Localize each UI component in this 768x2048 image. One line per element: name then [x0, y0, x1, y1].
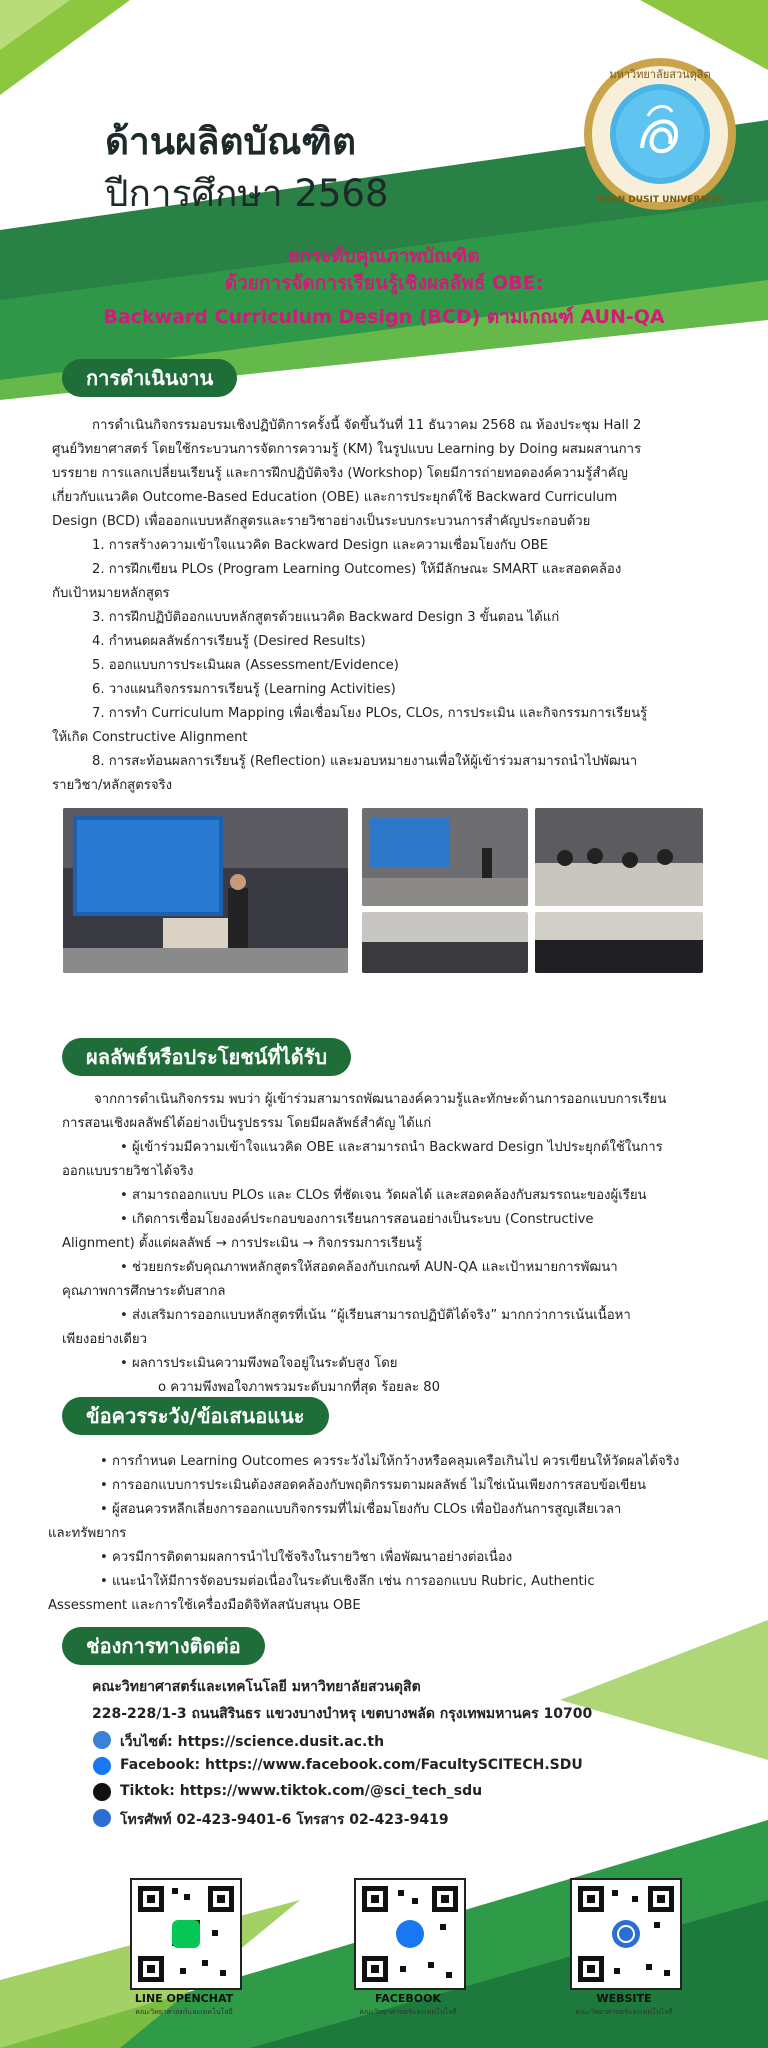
results-line: • สามารถออกแบบ PLOs และ CLOs ที่ชัดเจน วัดผลได้ และสอดคล้องกับสมรรถนะของผู้เรียน: [120, 1188, 647, 1203]
results-line: • ช่วยยกระดับคุณภาพหลักสูตรให้สอดคล้องกับเกณฑ์ AUN-QA และเป้าหมายการพัฒนา: [120, 1260, 618, 1275]
results-line: คุณภาพการศึกษาระดับสากล: [62, 1284, 226, 1299]
facebook-icon: [396, 1920, 424, 1948]
event-photo-hall: [362, 808, 528, 906]
event-photo-workshop-1: [535, 808, 703, 906]
section-heading-operation: การดำเนินงาน: [62, 359, 237, 397]
globe-icon: [612, 1920, 640, 1948]
suggestion-line: • ควรมีการติดตามผลการนำไปใช้จริงในรายวิชา เพื่อพัฒนาอย่างต่อเนื่อง: [100, 1550, 513, 1565]
university-logo: [582, 56, 738, 212]
operation-item: 5. ออกแบบการประเมินผล (Assessment/Evidence): [92, 658, 399, 673]
contact-phone: โทรศัพท์ 02-423-9401-6 โทรสาร 02-423-9419: [120, 1812, 449, 1828]
results-line: o ความพึงพอใจภาพรวมระดับมากที่สุด ร้อยละ 80: [158, 1380, 441, 1395]
section-heading-contact: ช่องการทางติดต่อ: [62, 1627, 265, 1665]
suggestion-line: • การออกแบบการประเมินต้องสอดคล้องกับพฤติกรรมตามผลลัพธ์ ไม่ใช่เน้นเพียงการสอบข้อเขียน: [100, 1478, 647, 1493]
operation-item: 1. การสร้างความเข้าใจแนวคิด Backward Design และความเชื่อมโยงกับ OBE: [92, 538, 549, 553]
qr-sub-website: คณะวิทยาศาสตร์และเทคโนโลยี: [575, 2008, 673, 2016]
qr-label-facebook: FACEBOOK: [375, 1992, 441, 2005]
results-line: ออกแบบรายวิชาได้จริง: [62, 1164, 194, 1179]
contact-address: 228-228/1-3 ถนนสิรินธร แขวงบางบำหรุ เขตบางพลัด กรุงเทพมหานคร 10700: [92, 1706, 593, 1722]
qr-sub-line: คณะวิทยาศาสตร์และเทคโนโลยี: [135, 2008, 233, 2016]
suggestion-line: Assessment และการใช้เครื่องมือดิจิทัลสนับสนุน OBE: [48, 1598, 361, 1613]
globe-icon: [93, 1731, 111, 1749]
section-heading-results: ผลลัพธ์หรือประโยชน์ที่ได้รับ: [62, 1038, 351, 1076]
results-line: • ผู้เข้าร่วมมีความเข้าใจแนวคิด OBE และสามารถนำ Backward Design ไปประยุกต์ใช้ในการ: [120, 1140, 663, 1155]
results-line: • เกิดการเชื่อมโยงองค์ประกอบของการเรียนการสอนอย่างเป็นระบบ (Constructive: [120, 1212, 594, 1227]
operation-item: 7. การทำ Curriculum Mapping เพื่อเชื่อมโยง PLOs, CLOs, การประเมิน และกิจกรรมการเรียนรู้: [92, 706, 648, 721]
operation-intro-line: ศูนย์วิทยาศาสตร์ โดยใช้กระบวนการจัดการความรู้ (KM) ในรูปแบบ Learning by Doing ผสมผสานการ: [52, 442, 642, 457]
operation-item: 8. การสะท้อนผลการเรียนรู้ (Reflection) และมอบหมายงานเพื่อให้ผู้เข้าร่วมสามารถนำไปพัฒนา: [92, 754, 638, 769]
event-photo-group: [535, 912, 703, 973]
operation-intro-line: บรรยาย การแลกเปลี่ยนเรียนรู้ และการฝึกปฏิบัติจริง (Workshop) โดยมีการถ่ายทอดองค์ความรู้สำคัญ: [52, 466, 628, 481]
contact-facebook[interactable]: Facebook: https://www.facebook.com/FacultySCITECH.SDU: [120, 1757, 583, 1773]
logo-text-en: SUAN DUSIT UNIVERSITY: [597, 195, 723, 205]
suggestion-line: • ผู้สอนควรหลีกเลี่ยงการออกแบบกิจกรรมที่ไม่เชื่อมโยงกับ CLOs เพื่อป้องกันการสูญเสียเวลา: [100, 1502, 622, 1517]
qr-code-line[interactable]: [130, 1878, 242, 1990]
results-line: Alignment) ตั้งแต่ผลลัพธ์ → การประเมิน → กิจกรรมการเรียนรู้: [62, 1236, 423, 1251]
page-title: ด้านผลิตบัณฑิต: [105, 120, 357, 163]
operation-item: 4. กำหนดผลลัพธ์การเรียนรู้ (Desired Results): [92, 634, 366, 649]
contact-org: คณะวิทยาศาสตร์และเทคโนโลยี มหาวิทยาลัยสวนดุสิต: [92, 1679, 421, 1695]
contact-tiktok[interactable]: Tiktok: https://www.tiktok.com/@sci_tech_sdu: [120, 1783, 483, 1799]
facebook-icon: [93, 1757, 111, 1775]
contact-website[interactable]: เว็บไซต์: https://science.dusit.ac.th: [120, 1734, 385, 1750]
operation-item: 2. การฝึกเขียน PLOs (Program Learning Outcomes) ให้มีลักษณะ SMART และสอดคล้อง: [92, 562, 622, 577]
line-icon: [172, 1920, 200, 1948]
event-photo-speaker: [63, 808, 348, 973]
operation-intro-line: เกี่ยวกับแนวคิด Outcome-Based Education (OBE) และการประยุกต์ใช้ Backward Curriculum: [52, 490, 618, 505]
qr-label-website: WEBSITE: [596, 1992, 652, 2005]
operation-intro-line: การดำเนินกิจกรรมอบรมเชิงปฏิบัติการครั้งนี้ จัดขึ้นวันที่ 11 ธันวาคม 2568 ณ ห้องประชุม Hall 2: [92, 418, 642, 433]
results-line: เพียงอย่างเดียว: [62, 1332, 148, 1347]
event-photo-audience: [362, 912, 528, 973]
qr-sub-facebook: คณะวิทยาศาสตร์และเทคโนโลยี: [359, 2008, 457, 2016]
operation-item: 3. การฝึกปฏิบัติออกแบบหลักสูตรด้วยแนวคิด Backward Design 3 ขั้นตอน ได้แก่: [92, 610, 560, 625]
phone-icon: [93, 1809, 111, 1827]
headline-line-1: ยกระดับคุณภาพบัณฑิต: [288, 245, 480, 267]
headline-line-2: ด้วยการจัดการเรียนรู้เชิงผลลัพธ์ OBE:: [224, 272, 544, 294]
suggestion-line: และทรัพยากร: [48, 1526, 127, 1541]
results-line: จากการดำเนินกิจกรรม พบว่า ผู้เข้าร่วมสามารถพัฒนาองค์ความรู้และทักษะด้านการออกแบบการเรียน: [94, 1092, 667, 1107]
operation-text: [52, 414, 732, 798]
results-line: • ส่งเสริมการออกแบบหลักสูตรที่เน้น “ผู้เรียนสามารถปฏิบัติได้จริง” มากกว่าการเน้นเนื้อหา: [120, 1308, 631, 1323]
logo-text-th: มหาวิทยาลัยสวนดุสิต: [609, 68, 711, 81]
suggestions-text: [48, 1450, 738, 1618]
page-subtitle-year: ปีการศึกษา 2568: [105, 172, 389, 215]
results-line: การสอนเชิงผลลัพธ์ได้อย่างเป็นรูปธรรม โดยมีผลลัพธ์สำคัญ ได้แก่: [62, 1116, 432, 1131]
results-line: • ผลการประเมินความพึงพอใจอยู่ในระดับสูง โดย: [120, 1356, 398, 1371]
operation-item: รายวิชา/หลักสูตรจริง: [52, 778, 173, 793]
qr-code-facebook[interactable]: [354, 1878, 466, 1990]
operation-item: กับเป้าหมายหลักสูตร: [52, 586, 170, 601]
operation-item: ให้เกิด Constructive Alignment: [52, 730, 248, 745]
tiktok-icon: [93, 1783, 111, 1801]
suggestion-line: • แนะนำให้มีการจัดอบรมต่อเนื่องในระดับเชิงลึก เช่น การออกแบบ Rubric, Authentic: [100, 1574, 595, 1589]
headline-line-3: Backward Curriculum Design (BCD) ตามเกณฑ์ AUN-QA: [103, 306, 665, 328]
operation-item: 6. วางแผนกิจกรรมการเรียนรู้ (Learning Activities): [92, 682, 396, 697]
results-text: [62, 1088, 732, 1400]
operation-intro-line: Design (BCD) เพื่อออกแบบหลักสูตรและรายวิชาอย่างเป็นระบบกระบวนการสำคัญประกอบด้วย: [52, 514, 591, 529]
qr-code-website[interactable]: [570, 1878, 682, 1990]
qr-label-line: LINE OPENCHAT: [134, 1992, 234, 2005]
section-heading-suggestions: ข้อควรระวัง/ข้อเสนอแนะ: [62, 1397, 329, 1435]
suggestion-line: • การกำหนด Learning Outcomes ควรระวังไม่ให้กว้างหรือคลุมเครือเกินไป ควรเขียนให้วัดผลได้จริง: [100, 1454, 680, 1469]
